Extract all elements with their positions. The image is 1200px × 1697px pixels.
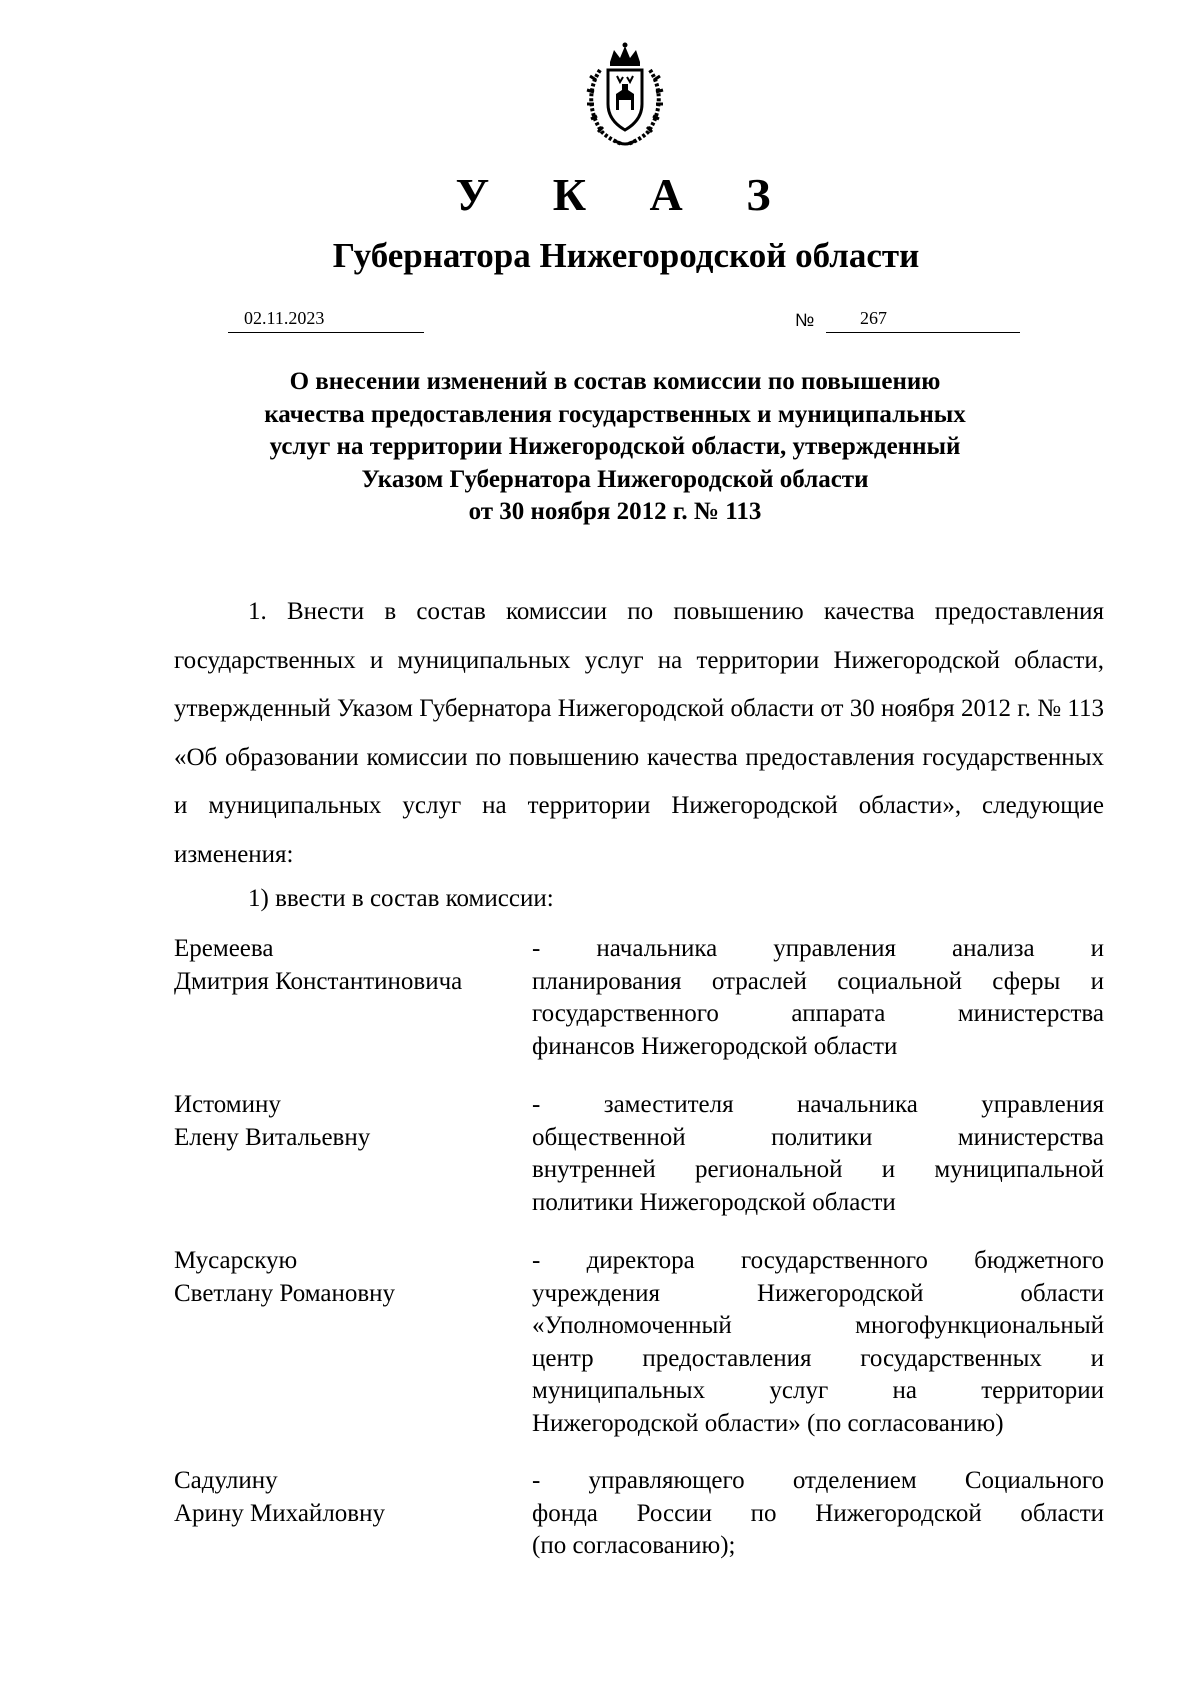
member-position xyxy=(532,1089,1104,1219)
member-surname: Мусарскую xyxy=(174,1247,298,1274)
member-name xyxy=(174,933,514,998)
member-name xyxy=(174,1245,514,1310)
subparagraph-1: 1) ввести в состав комиссии: xyxy=(248,885,554,912)
position-line: общественной политики министерства xyxy=(532,1123,1104,1151)
member-surname: Истомину xyxy=(174,1091,281,1118)
member-surname: Еремеева xyxy=(174,935,274,962)
document-type-title: У К А З xyxy=(455,169,797,220)
paragraph-1: 1. Внести в состав комиссии по повышению качества предоставления государственных и муниципальных услуг на территории Нижегородской области, утвержденный Указом Губернатора Нижегородской области от 30 ноября 2012 г. № 113 «Об образовании комиссии по повышению качества предоставления государственных и муниципальных услуг на территории Нижегородской области», следующие изменения: xyxy=(174,598,1104,868)
member-name xyxy=(174,1465,514,1530)
coat-of-arms-emblem xyxy=(570,40,680,150)
position-line: финансов Нижегородской области xyxy=(532,1032,898,1060)
issuer-title: Губернатора Нижегородской области xyxy=(332,236,920,275)
position-line: Нижегородской области» (по согласованию) xyxy=(532,1409,1004,1437)
number-value: 267 xyxy=(860,308,887,328)
date-value: 02.11.2023 xyxy=(244,308,325,328)
position-line: - директора государственного бюджетного xyxy=(532,1247,1104,1274)
position-line: политики Нижегородской области xyxy=(532,1188,896,1216)
subject-line: О внесении изменений в состав комиссии по повышению xyxy=(289,368,941,395)
member-given-names: Елену Витальевну xyxy=(174,1123,371,1151)
member-given-names: Светлану Романовну xyxy=(174,1279,396,1307)
position-line: планирования отраслей социальной сферы и xyxy=(532,967,1104,995)
subject-line: Указом Губернатора Нижегородской области xyxy=(361,465,869,493)
member-position xyxy=(532,1465,1104,1563)
subject-line: качества предоставления государственных и муниципальных xyxy=(264,400,966,428)
number-field xyxy=(826,308,1020,334)
number-underline xyxy=(826,332,1020,333)
member-position xyxy=(532,1245,1104,1440)
member-surname: Садулину xyxy=(174,1467,278,1494)
member-given-names: Дмитрия Константиновича xyxy=(174,967,463,995)
position-line: (по согласованию); xyxy=(532,1532,736,1559)
number-label: № xyxy=(795,310,815,330)
position-line: учреждения Нижегородской области xyxy=(532,1279,1104,1307)
subject-line: от 30 ноября 2012 г. № 113 xyxy=(468,498,762,525)
position-line: государственного аппарата министерства xyxy=(532,1000,1104,1027)
position-line: центр предоставления государственных и xyxy=(532,1344,1104,1372)
position-line: «Уполномоченный многофункциональный xyxy=(532,1312,1104,1339)
position-line: фонда России по Нижегородской области xyxy=(532,1499,1104,1527)
member-given-names: Арину Михайловну xyxy=(174,1499,385,1527)
position-line: - управляющего отделением Социального xyxy=(532,1467,1104,1494)
date-underline xyxy=(228,332,424,333)
member-name xyxy=(174,1089,514,1154)
date-field xyxy=(228,308,424,334)
position-line: - заместителя начальника управления xyxy=(532,1091,1104,1118)
subject-line: услуг на территории Нижегородской области, утвержденный xyxy=(269,433,961,460)
position-line: муниципальных услуг на территории xyxy=(532,1377,1104,1404)
position-line: - начальника управления анализа и xyxy=(532,935,1104,962)
position-line: внутренней региональной и муниципальной xyxy=(532,1156,1104,1183)
decree-subject xyxy=(200,366,1030,529)
member-position xyxy=(532,933,1104,1063)
